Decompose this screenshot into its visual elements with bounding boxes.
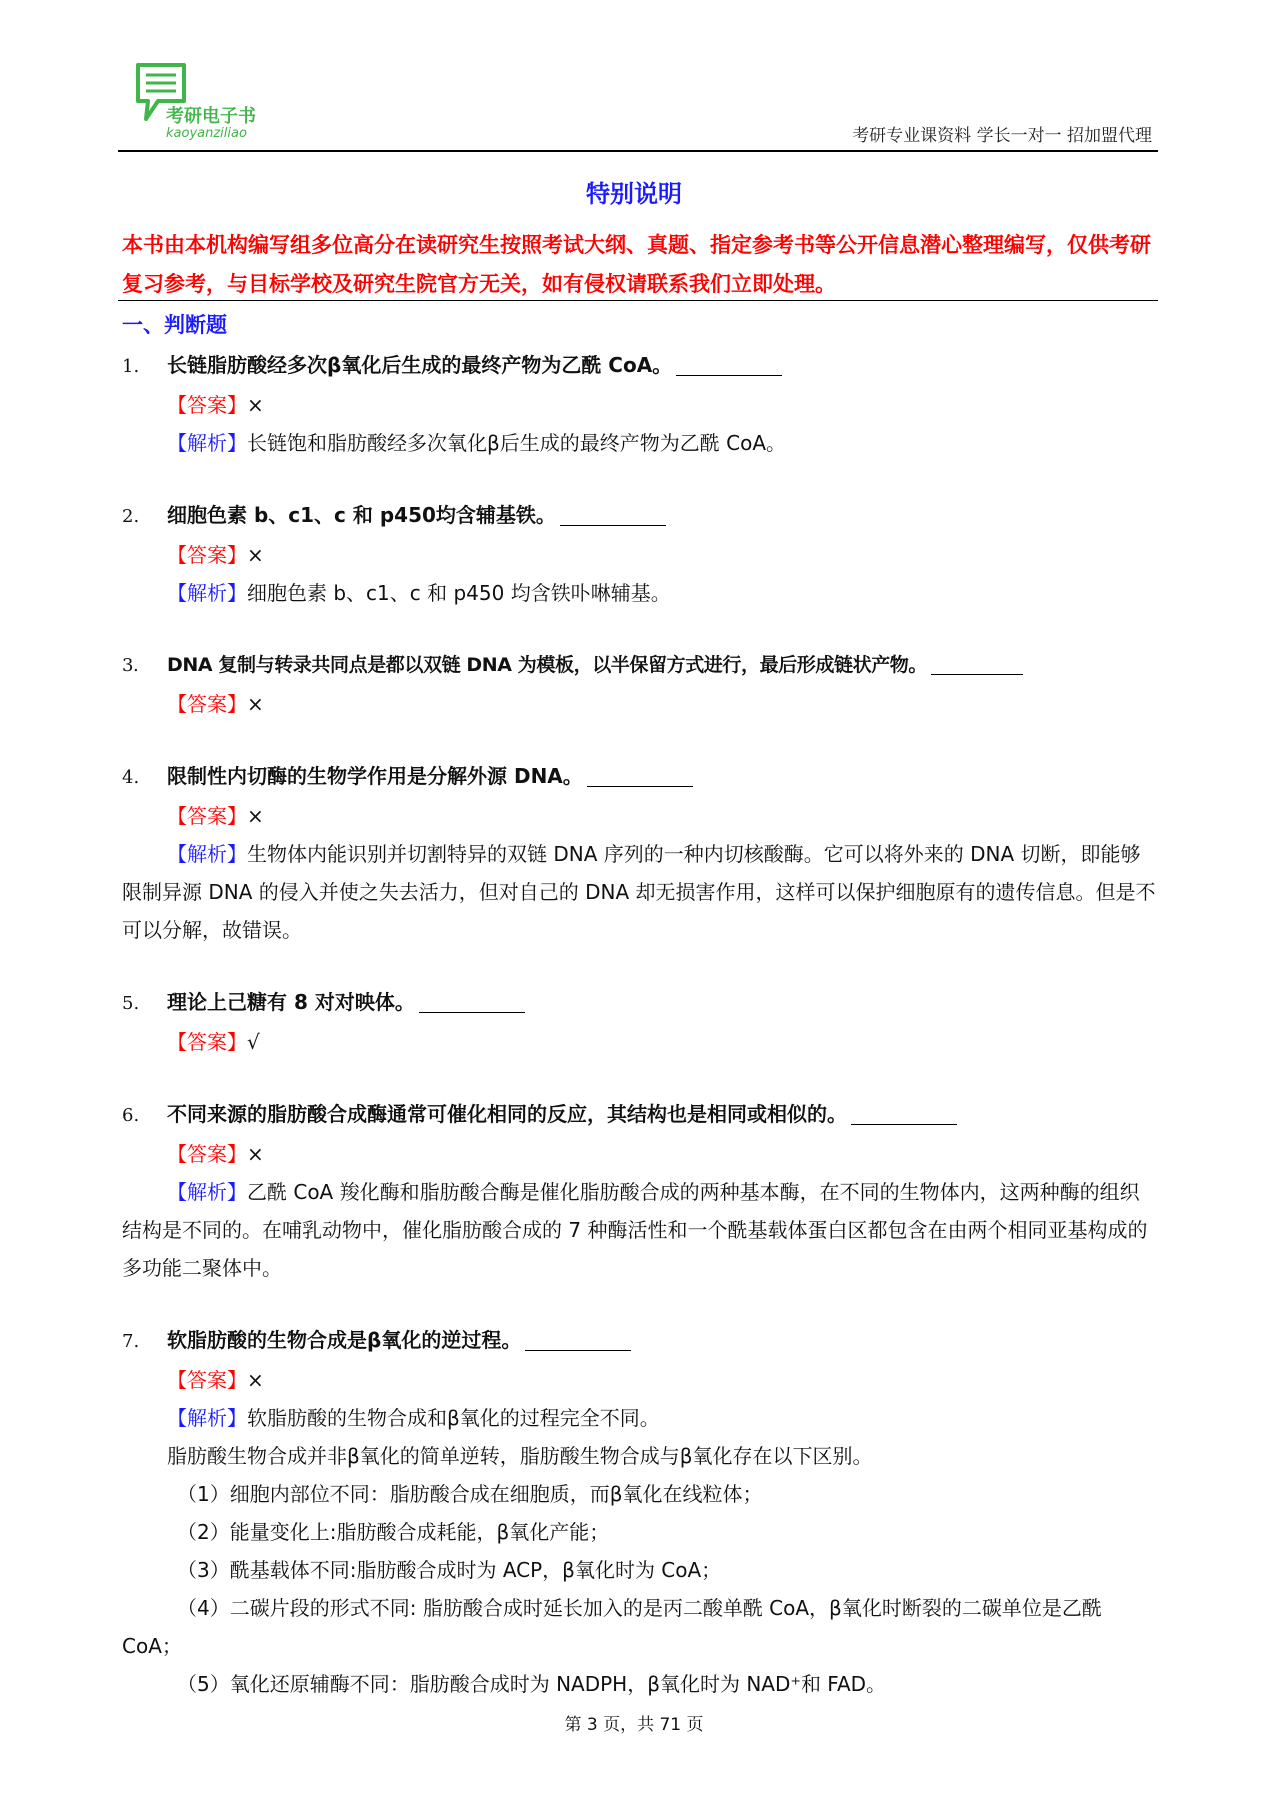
question-stem: 细胞色素 b、c1、c 和 p450均含辅基铁。 (167, 503, 556, 527)
answer-label: 【答案】 (167, 393, 247, 417)
question-number: 4. (122, 767, 140, 788)
explanation-line (122, 1399, 1158, 1437)
question-text (122, 346, 1158, 386)
answer-line (122, 1361, 1158, 1399)
question-stem: 软脂肪酸的生物合成是β氧化的逆过程。 (167, 1328, 522, 1352)
question-number: 5. (122, 993, 140, 1014)
question-7 (122, 1321, 1158, 1703)
question-4 (122, 757, 1158, 949)
difference-point-1: （1）细胞内部位不同：脂肪酸合成在细胞质，而β氧化在线粒体； (177, 1482, 763, 1506)
answer-blank (560, 503, 666, 526)
answer-value: × (247, 1142, 264, 1166)
answer-label: 【答案】 (167, 804, 247, 828)
header-tagline: 考研专业课资料 学长一对一 招加盟代理 (852, 126, 1152, 146)
answer-value: × (247, 393, 264, 417)
explanation-text: 乙酰 CoA 羧化酶和脂肪酸合酶是催化脂肪酸合成的两种基本酶，在不同的生物体内，这两种酶的组织结构是不同的。在哺乳动物中，催化脂肪酸合成的 7 种酶活性和一个酰基载体蛋白区都包含在由两个相同亚基构成的多功能二聚体中。 (122, 1180, 1148, 1280)
answer-label: 【答案】 (167, 1142, 247, 1166)
section-divider (118, 300, 1158, 301)
question-number: 3. (122, 655, 139, 676)
question-text (122, 983, 1158, 1023)
question-1 (122, 346, 1158, 462)
explanation-label: 【解析】 (167, 431, 247, 455)
explanation-text: 细胞色素 b、c1、c 和 p450 均含铁卟啉辅基。 (247, 581, 671, 605)
explanation-label: 【解析】 (167, 1180, 247, 1204)
explanation-line (122, 835, 1158, 949)
answer-label: 【答案】 (167, 1030, 247, 1054)
question-number: 7. (122, 1331, 140, 1352)
logo-text: 考研电子书 (166, 106, 256, 127)
answer-value: × (247, 804, 264, 828)
question-stem: 不同来源的脂肪酸合成酶通常可催化相同的反应，其结构也是相同或相似的。 (167, 1102, 847, 1126)
logo (132, 61, 282, 145)
explanation-extra: 脂肪酸生物合成并非β氧化的简单逆转，脂肪酸生物合成与β氧化存在以下区别。 (167, 1444, 873, 1468)
notice-body: 本书由本机构编写组多位高分在读研究生按照考试大纲、真题、指定参考书等公开信息潜心整理编写，仅供考研复习参考，与目标学校及研究生院官方无关，如有侵权请联系我们立即处理。 (122, 233, 1151, 296)
explanation-text: 生物体内能识别并切割特异的双链 DNA 序列的一种内切核酸酶。它可以将外来的 DNA 切断，即能够限制异源 DNA 的侵入并使之失去活力，但对自己的 DNA 却无损害作用，这样可以保护细胞原有的遗传信息。但是不可以分解，故错误。 (122, 842, 1156, 942)
question-text (122, 1095, 1158, 1135)
answer-line (122, 1023, 1158, 1061)
answer-value: × (247, 543, 264, 567)
answer-value: × (247, 1368, 264, 1392)
explanation-line (122, 1173, 1158, 1287)
answer-line (122, 536, 1158, 574)
logo-subtext: kaoyanziliao (166, 126, 247, 141)
question-2 (122, 496, 1158, 612)
question-text (122, 757, 1158, 797)
explanation-line (122, 424, 1158, 462)
answer-blank (676, 353, 782, 376)
difference-point-2: （2）能量变化上:脂肪酸合成耗能，β氧化产能； (177, 1520, 610, 1544)
explanation-line (122, 574, 1158, 612)
explanation-label: 【解析】 (167, 581, 247, 605)
page-number: 第 3 页，共 71 页 (564, 1715, 704, 1735)
answer-value: × (247, 692, 264, 716)
answer-line (122, 685, 1158, 723)
explanation-label: 【解析】 (167, 1406, 247, 1430)
answer-line (122, 386, 1158, 424)
page-header (118, 55, 1158, 152)
question-number: 2. (122, 506, 140, 527)
question-5 (122, 983, 1158, 1061)
difference-point-4: （4）二碳片段的形式不同: 脂肪酸合成时延长加入的是丙二酸单酰 CoA，β氧化时断裂的二碳单位是乙酰 CoA； (122, 1596, 1102, 1658)
question-number: 1. (122, 356, 140, 377)
answer-label: 【答案】 (167, 692, 247, 716)
question-stem: 长链脂肪酸经多次β氧化后生成的最终产物为乙酰 CoA。 (167, 353, 673, 377)
answer-blank (931, 652, 1023, 675)
difference-point-5: （5）氧化还原辅酶不同：脂肪酸合成时为 NADPH，β氧化时为 NAD⁺和 FAD。 (177, 1672, 887, 1696)
question-3 (122, 646, 1158, 723)
question-stem: 理论上己糖有 8 对对映体。 (167, 990, 415, 1014)
answer-blank (419, 990, 525, 1013)
answer-blank (851, 1102, 957, 1125)
difference-point-3: （3）酰基载体不同:脂肪酸合成时为 ACP，β氧化时为 CoA； (177, 1558, 722, 1582)
answer-line (122, 797, 1158, 835)
question-6 (122, 1095, 1158, 1287)
question-text (122, 1321, 1158, 1361)
answer-label: 【答案】 (167, 543, 247, 567)
question-text (122, 496, 1158, 536)
question-text (122, 646, 1158, 685)
answer-value: √ (247, 1030, 260, 1054)
question-stem: 限制性内切酶的生物学作用是分解外源 DNA。 (167, 764, 583, 788)
notice-title: 特别说明 (586, 180, 682, 208)
answer-label: 【答案】 (167, 1368, 247, 1392)
question-number: 6. (122, 1105, 140, 1126)
explanation-text: 长链饱和脂肪酸经多次氧化β后生成的最终产物为乙酰 CoA。 (247, 431, 787, 455)
header-divider (118, 150, 1158, 152)
explanation-text: 软脂肪酸的生物合成和β氧化的过程完全不同。 (247, 1406, 660, 1430)
answer-blank (587, 764, 693, 787)
answer-blank (525, 1328, 631, 1351)
explanation-label: 【解析】 (167, 842, 247, 866)
section-title: 一、判断题 (122, 313, 227, 337)
question-stem: DNA 复制与转录共同点是都以双链 DNA 为模板，以半保留方式进行，最后形成链状产物。 (167, 654, 928, 676)
answer-line (122, 1135, 1158, 1173)
question-list (122, 340, 1158, 1703)
